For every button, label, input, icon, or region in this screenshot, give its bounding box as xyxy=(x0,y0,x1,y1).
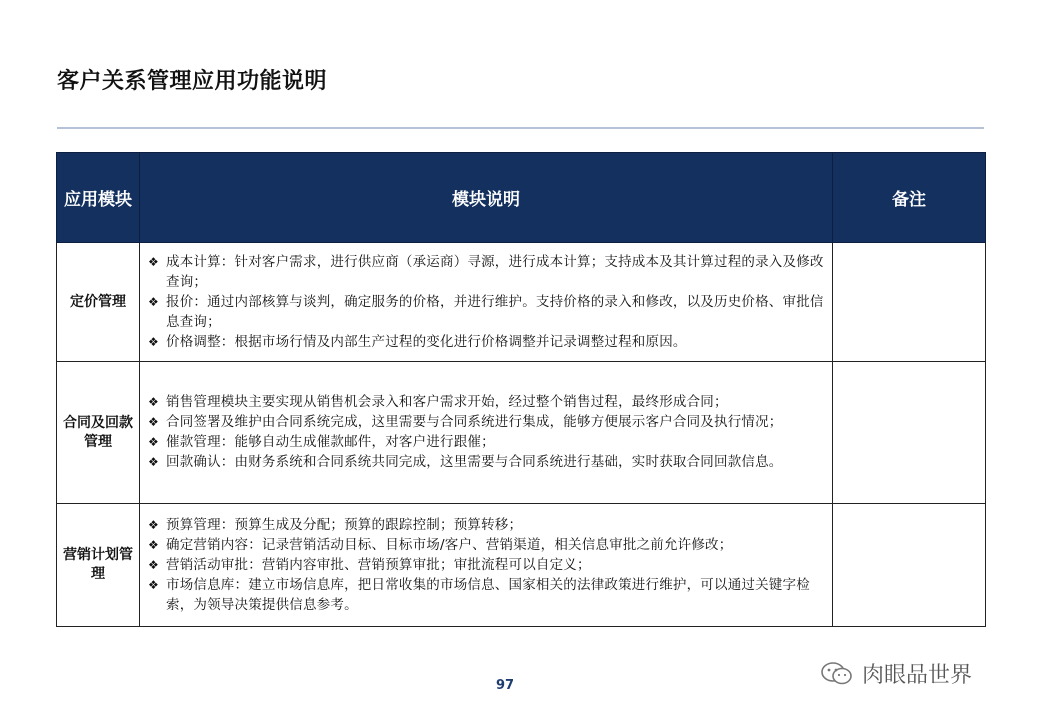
diamond-bullet-icon: ❖ xyxy=(148,294,159,309)
list-item-text: 营销活动审批：营销内容审批、营销预算审批；审批流程可以自定义； xyxy=(166,556,591,573)
table-row xyxy=(57,243,986,362)
diamond-bullet-icon: ❖ xyxy=(148,517,159,532)
list-item xyxy=(148,535,824,555)
diamond-bullet-icon: ❖ xyxy=(148,435,159,449)
page-number: 97 xyxy=(495,678,515,693)
list-item xyxy=(148,575,824,615)
list-item xyxy=(148,452,824,472)
module-description xyxy=(140,504,833,627)
diamond-bullet-icon: ❖ xyxy=(148,395,159,409)
diamond-bullet-icon: ❖ xyxy=(148,455,159,469)
wechat-logo-icon xyxy=(820,661,854,687)
table-row xyxy=(57,362,986,504)
module-name: 营销计划管理 xyxy=(57,504,140,627)
list-item xyxy=(148,412,824,432)
header-module: 应用模块 xyxy=(57,153,140,243)
list-item-text: 确定营销内容：记录营销活动目标、目标市场/客户、营销渠道，相关信息审批之前允许修改； xyxy=(166,536,733,553)
module-name: 定价管理 xyxy=(57,243,140,362)
remarks-cell xyxy=(833,243,986,362)
description-list xyxy=(148,392,824,472)
list-item-text: 价格调整：根据市场行情及内部生产过程的变化进行价格调整并记录调整过程和原因。 xyxy=(166,333,687,350)
list-item xyxy=(148,555,824,575)
list-item-text: 销售管理模块主要实现从销售机会录入和客户需求开始，经过整个销售过程，最终形成合同； xyxy=(166,394,728,410)
list-item-text: 催款管理：能够自动生成催款邮件，对客户进行跟催； xyxy=(166,434,495,450)
header-description: 模块说明 xyxy=(140,153,833,243)
list-item xyxy=(148,292,824,332)
list-item-text: 合同签署及维护由合同系统完成，这里需要与合同系统进行集成，能够方便展示客户合同及执行情况； xyxy=(166,414,783,430)
module-name: 合同及回款管理 xyxy=(57,362,140,504)
description-list xyxy=(148,515,824,615)
watermark xyxy=(820,658,972,689)
list-item-text: 成本计算：针对客户需求，进行供应商（承运商）寻源，进行成本计算；支持成本及其计算过程的录入及修改查询； xyxy=(166,253,824,290)
diamond-bullet-icon: ❖ xyxy=(148,577,159,592)
table-body xyxy=(57,243,986,627)
list-item xyxy=(148,515,824,535)
module-description xyxy=(140,243,833,362)
list-item xyxy=(148,392,824,412)
watermark-text: 肉眼品世界 xyxy=(862,663,973,688)
list-item-text: 回款确认：由财务系统和合同系统共同完成，这里需要与合同系统进行基础，实时获取合同回款信息。 xyxy=(166,454,783,470)
diamond-bullet-icon: ❖ xyxy=(148,537,159,552)
header-remarks: 备注 xyxy=(833,153,986,243)
list-item-text: 报价：通过内部核算与谈判，确定服务的价格，并进行维护。支持价格的录入和修改，以及历史价格、审批信息查询； xyxy=(166,293,824,330)
title-divider xyxy=(57,127,984,129)
crm-function-table xyxy=(56,152,986,627)
diamond-bullet-icon: ❖ xyxy=(148,334,159,349)
description-list xyxy=(148,252,824,352)
list-item-text: 市场信息库：建立市场信息库，把日常收集的市场信息、国家相关的法律政策进行维护，可以通过关键字检索，为领导决策提供信息参考。 xyxy=(166,576,810,613)
diamond-bullet-icon: ❖ xyxy=(148,415,159,429)
list-item xyxy=(148,332,824,352)
list-item-text: 预算管理：预算生成及分配；预算的跟踪控制；预算转移； xyxy=(166,516,523,533)
module-description xyxy=(140,362,833,504)
diamond-bullet-icon: ❖ xyxy=(148,254,159,269)
diamond-bullet-icon: ❖ xyxy=(148,557,159,572)
page-title: 客户关系管理应用功能说明 xyxy=(57,69,328,94)
list-item xyxy=(148,432,824,452)
table-row xyxy=(57,504,986,627)
list-item xyxy=(148,252,824,292)
remarks-cell xyxy=(833,504,986,627)
table-header-row xyxy=(57,153,986,243)
remarks-cell xyxy=(833,362,986,504)
